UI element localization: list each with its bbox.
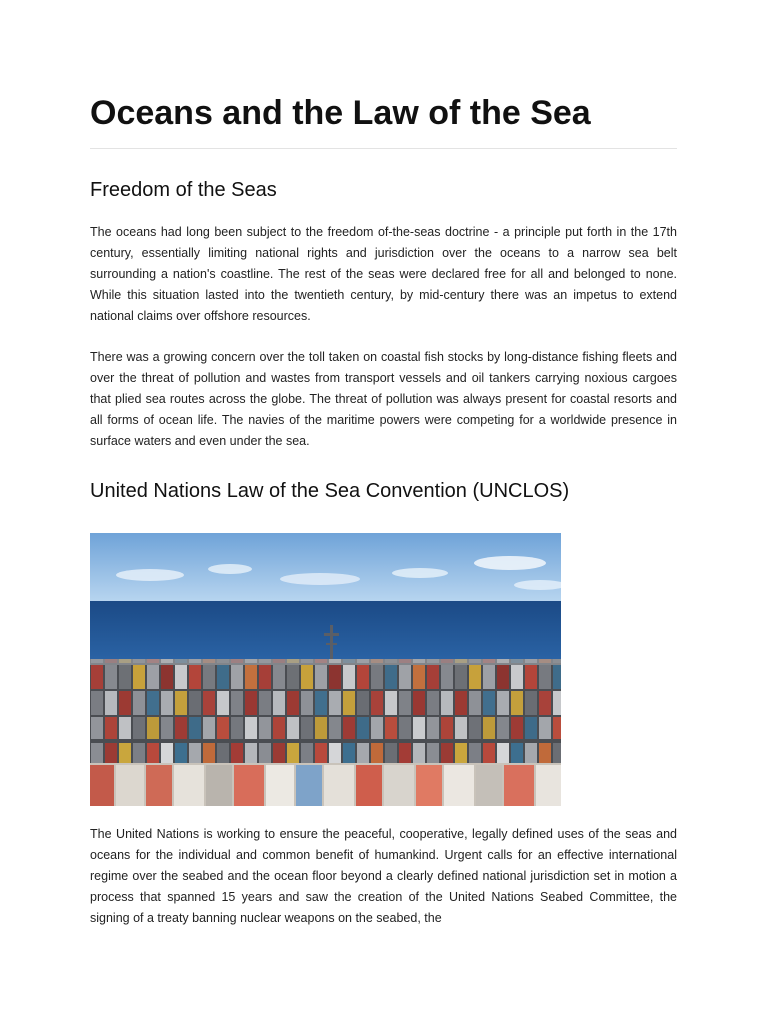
title-divider bbox=[90, 148, 677, 149]
paragraph-freedom-1: The oceans had long been subject to the freedom of-the-seas doctrine - a principle put forth in the 17th century, essentially limiting national rights and jurisdiction over the oceans to a narrow sea belt surrounding a nation's coastline. The rest of the seas were declared free for all and belonged to none. While this situation lasted into the twentieth century, by mid-century there was an impetus to extend national claims over offshore resources. bbox=[90, 225, 677, 323]
section-heading-unclos: United Nations Law of the Sea Convention (UNCLOS) bbox=[90, 480, 570, 502]
paragraph-freedom-2: There was a growing concern over the toll taken on coastal fish stocks by long-distance fishing fleets and over the threat of pollution and wastes from transport vessels and oil tankers carrying noxious cargoes that plied sea routes across the globe. The threat of pollution was always present for coastal resorts and all forms of ocean life. The navies of the maritime powers were competing for a worldwide presence in surface waters and even under the sea. bbox=[90, 350, 677, 448]
page-title: Oceans and the Law of the Sea bbox=[90, 94, 591, 132]
container-ship-photo bbox=[90, 533, 561, 806]
section-heading-freedom: Freedom of the Seas bbox=[90, 179, 277, 201]
paragraph-unclos-1: The United Nations is working to ensure the peaceful, cooperative, legally defined uses of the seas and oceans for the individual and common benefit of humankind. Urgent calls for an effective international regime over the seabed and the ocean floor beyond a clearly defined national jurisdiction set in motion a process that spanned 15 years and saw the creation of the United Nations Seabed Committee, the signing of a treaty banning nuclear weapons on the seabed, the bbox=[90, 827, 677, 925]
